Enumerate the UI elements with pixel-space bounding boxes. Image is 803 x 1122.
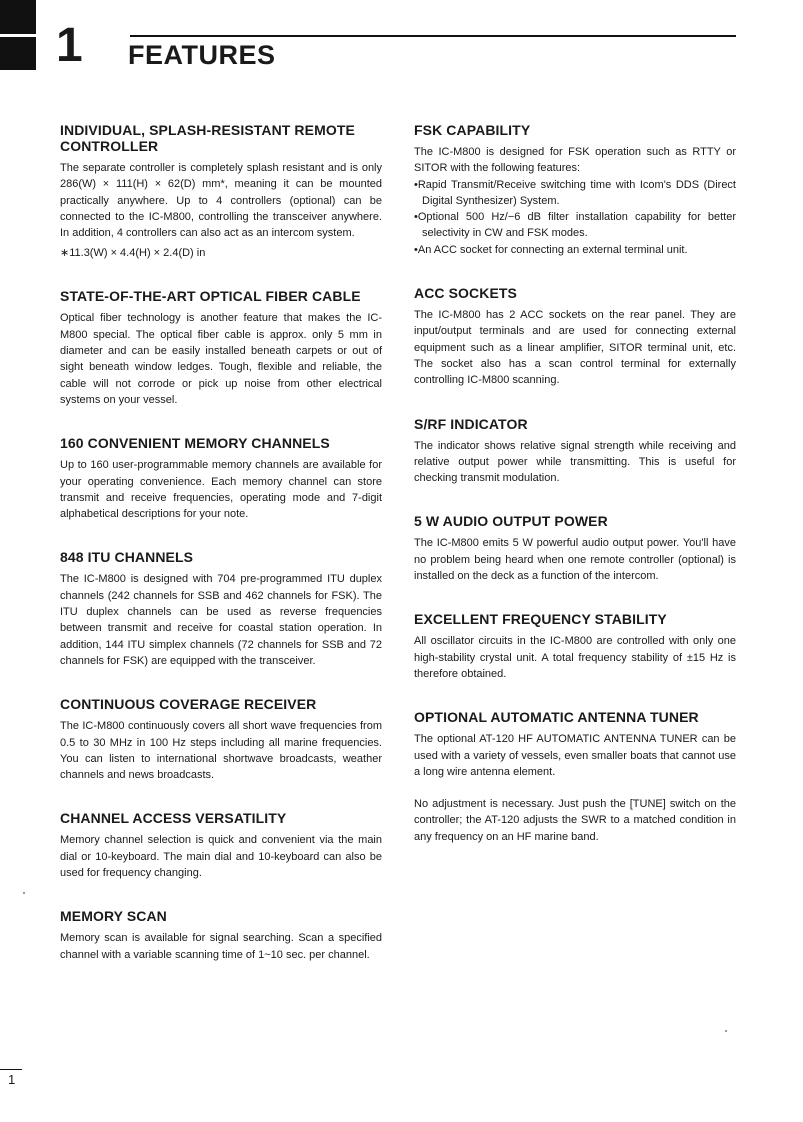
footer-rule — [0, 1069, 22, 1070]
section-text: The IC-M800 emits 5 W powerful audio output power. You'll have no problem being heard when one remote controller (optional) is installed on the deck as a function of the intercom. — [414, 537, 736, 583]
dimension-note: ∗11.3(W) × 4.4(H) × 2.4(D) in — [60, 247, 206, 260]
chapter-tab-marker — [0, 0, 36, 70]
bullet-item: • Optional 500 Hz/−6 dB filter installation capability for better selectivity in CW and FSK modes. — [414, 209, 736, 242]
section-text: The separate controller is completely splash resistant and is only 286(W) × 111(H) × 62(D) mm*, meaning it can be mounted practically anywhere. Up to 4 controllers (optional) can be connected to the IC-M800, controlling the transceiver anywhere. In addition, 4 controllers can also act as an intercom system. — [60, 162, 382, 240]
section-title: 160 CONVENIENT MEMORY CHANNELS — [60, 435, 330, 452]
bullet-item: • Rapid Transmit/Receive switching time with Icom's DDS (Direct Digital Synthesizer) System. — [414, 177, 736, 210]
section-optical-fiber — [60, 288, 382, 408]
section-channel-access — [60, 810, 382, 881]
section-remote-controller — [60, 122, 382, 261]
chapter-title: FEATURES — [128, 40, 276, 70]
section-coverage-receiver — [60, 696, 382, 783]
section-title: CONTINUOUS COVERAGE RECEIVER — [60, 696, 317, 713]
scan-speck — [23, 892, 25, 894]
header-rule — [130, 35, 736, 37]
section-fsk-capability — [414, 122, 736, 258]
section-title: CHANNEL ACCESS VERSATILITY — [60, 810, 287, 827]
section-itu-channels — [60, 549, 382, 669]
section-audio-output — [414, 513, 736, 584]
section-antenna-tuner — [414, 709, 736, 845]
section-text: Optical fiber technology is another feature that makes the IC-M800 special. The optical fiber cable is approx. only 5 mm in diameter and can be easily installed beneath carpets or out of sight beneath window ledges. Tough, flexible and reliable, the cable will not corrode or pick up noise from other electrical systems on your vessel. — [60, 312, 382, 406]
chapter-tab-notch — [0, 34, 36, 37]
section-title: FSK CAPABILITY — [414, 122, 531, 138]
right-column — [414, 122, 736, 872]
section-text: Up to 160 user-programmable memory channels are available for your operating convenience. Each memory channel can store transmit and receive frequencies, operating mode and 7-digit alphabetical descriptions for your note. — [60, 459, 382, 521]
section-memory-scan — [60, 908, 382, 963]
section-text: No adjustment is necessary. Just push the [TUNE] switch on the controller; the AT-120 adjusts the SWR to a matched condition in any frequency on an HF marine band. — [414, 798, 736, 843]
section-title: S/RF INDICATOR — [414, 415, 528, 432]
scan-speck — [725, 1030, 727, 1032]
feature-bullet-list — [414, 177, 736, 258]
section-acc-sockets — [414, 285, 736, 388]
section-text: The optional AT-120 HF AUTOMATIC ANTENNA TUNER can be used with a variety of vessels, even smaller boats that cannot use a long wire antenna element. — [414, 733, 736, 778]
chapter-number: 1 — [56, 19, 83, 72]
section-text: All oscillator circuits in the IC-M800 are controlled with only one high-stability crystal unit. A total frequency stability of ±15 Hz is therefore obtained. — [414, 635, 736, 680]
section-title: ACC SOCKETS — [414, 285, 517, 302]
left-column — [60, 122, 382, 990]
section-title: INDIVIDUAL, SPLASH-RESISTANT REMOTE CONTROLLER — [60, 122, 355, 154]
section-text: The IC-M800 is designed for FSK operation such as RTTY or SITOR with the following features: — [414, 146, 736, 175]
page-number: 1 — [8, 1072, 16, 1087]
section-text: Memory scan is available for signal searching. Scan a specified channel with a variable scanning time of 1~10 sec. per channel. — [60, 932, 382, 961]
section-title: 848 ITU CHANNELS — [60, 549, 194, 566]
section-title: MEMORY SCAN — [60, 908, 167, 925]
section-title: STATE-OF-THE-ART OPTICAL FIBER CABLE — [60, 288, 361, 305]
section-memory-channels — [60, 435, 382, 522]
section-srf-indicator — [414, 416, 736, 487]
section-text: Memory channel selection is quick and convenient via the main dial or 10-keyboard. The main dial and 10-keyboard can also be used for frequency changing. — [60, 834, 382, 880]
section-title: OPTIONAL AUTOMATIC ANTENNA TUNER — [414, 709, 699, 726]
bullet-item: • An ACC socket for connecting an external terminal unit. — [414, 242, 736, 258]
section-title: EXCELLENT FREQUENCY STABILITY — [414, 611, 667, 628]
section-text: The IC-M800 continuously covers all short wave frequencies from 0.5 to 30 MHz in 100 Hz steps including all marine frequencies. You can listen to international shortwave broadcasts, weather channels and news broadcasts. — [60, 720, 382, 782]
section-text: The indicator shows relative signal strength while receiving and relative output power while transmitting. This is useful for checking transmit modulation. — [414, 439, 736, 485]
section-frequency-stability — [414, 611, 736, 682]
section-text: The IC-M800 has 2 ACC sockets on the rear panel. They are input/output terminals and are used for connecting external equipment such as a linear amplifier, SITOR terminal unit, etc. The socket also has a scan control terminal for externally controlling IC-M800 scanning. — [414, 309, 736, 387]
section-text: The IC-M800 is designed with 704 pre-programmed ITU duplex channels (242 channels for SSB and 462 channels for FSK). The ITU duplex channels can be used as reverse frequencies between transmit and receive for coastal station operation. In addition, 144 ITU simplex channels (72 channels for SSB and 72 channels for FSK) are equipped with the transceiver. — [60, 573, 382, 667]
section-title: 5 W AUDIO OUTPUT POWER — [414, 513, 608, 530]
